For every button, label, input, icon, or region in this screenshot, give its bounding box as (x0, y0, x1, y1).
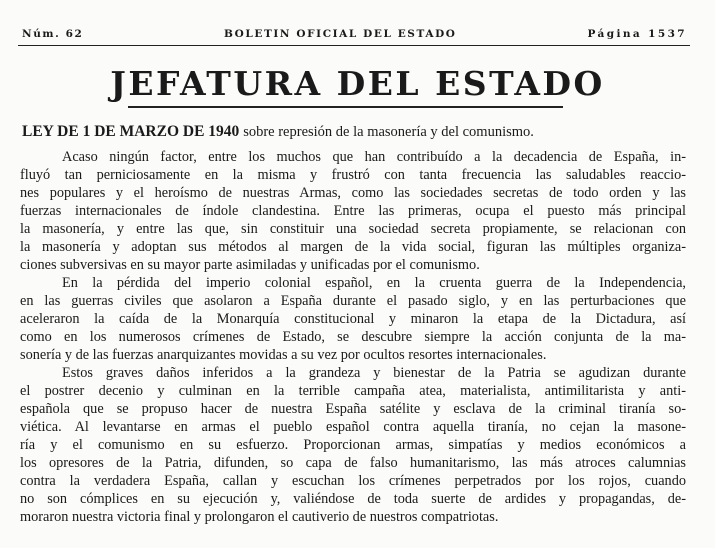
law-subtitle: sobre represión de la masonería y del comunismo. (243, 124, 534, 140)
running-header (22, 28, 687, 44)
text-line: Estos graves daños inferidos a la grandeza y bienestar de la Patria se agudizan durante (62, 365, 686, 381)
text-line: ría y el comunismo en su esfuerzo. Proporcionan armas, simpatías y medios económicos a (20, 437, 686, 453)
text-line: En la pérdida del imperio colonial español, en la cruenta guerra de la Independencia, (62, 275, 686, 291)
section-title: JEFATURA DEL ESTADO (110, 64, 605, 103)
text-line: la masonería y adoptan sus métodos al margen de la vida social, figuran las múltiples organiza- (20, 239, 686, 255)
header-divider (18, 45, 690, 46)
body-text (20, 148, 686, 526)
text-line: española que se propuso hacer de nuestra España satélite y esclava de la criminal tiranía so- (20, 401, 686, 417)
text-line: el postrer decenio y culminan en la terrible campaña atea, materialista, antimilitarista y anti- (20, 383, 686, 399)
text-line: moraron nuestra victoria final y prolongaron el cautiverio de nuestros compatriotas. (20, 509, 499, 525)
text-line: sonería y de las fuerzas anarquizantes movidas a su vez por ocultos resortes internacionales. (20, 347, 547, 363)
text-line: ciones subversivas en su mayor parte asimiladas y unificadas por el comunismo. (20, 257, 480, 273)
text-line: contra la verdadera España, callan y escuchan los crímenes perpetrados por los rojos, cuando (20, 473, 686, 489)
text-line: en las guerras civiles que asolaron a España durante el pasado siglo, y en las perturbaciones que (20, 293, 686, 309)
text-line: los opresores de la Patria, difunden, so capa de falso humanitarismo, las más atroces calumnias (20, 455, 686, 471)
issue-number: Núm. 62 (22, 28, 84, 40)
text-line: fluyó tan perniciosamente en la misma y frustró con tanta frecuencia las saludables reaccio- (20, 167, 686, 183)
publication-name: BOLETIN OFICIAL DEL ESTADO (224, 28, 457, 40)
law-title: LEY DE 1 DE MARZO DE 1940 (22, 123, 240, 140)
text-line: no son cómplices en su ejecución y, valiéndose de toda suerte de ardides y propagandas, de- (20, 491, 686, 507)
text-line: nes populares y el heroísmo de nuestras Armas, como las sociedades secretas de todo orden y las (20, 185, 686, 201)
text-line: como en los numerosos crímenes de Estado, se descubre siempre la acción conjunta de la ma- (20, 329, 686, 345)
text-line: la masonería, y entre las que, sin constituir una sociedad secreta propiamente, se relacionan con (20, 221, 686, 237)
text-line: Acaso ningún factor, entre los muchos que han contribuído a la decadencia de España, in- (62, 149, 686, 165)
text-line: aceleraron la caída de la Monarquía constitucional y minaron la etapa de la Dictadura, así (20, 311, 686, 327)
law-heading (22, 122, 702, 142)
text-line: viética. Al levantarse en armas el pueblo español contra aquella tiranía, no cejan la masone- (20, 419, 686, 435)
page-number: Página 1537 (587, 28, 687, 40)
title-underline (128, 106, 563, 108)
text-line: fuerzas internacionales de índole clandestina. Entre las primeras, ocupa el puesto más principal (20, 203, 686, 219)
